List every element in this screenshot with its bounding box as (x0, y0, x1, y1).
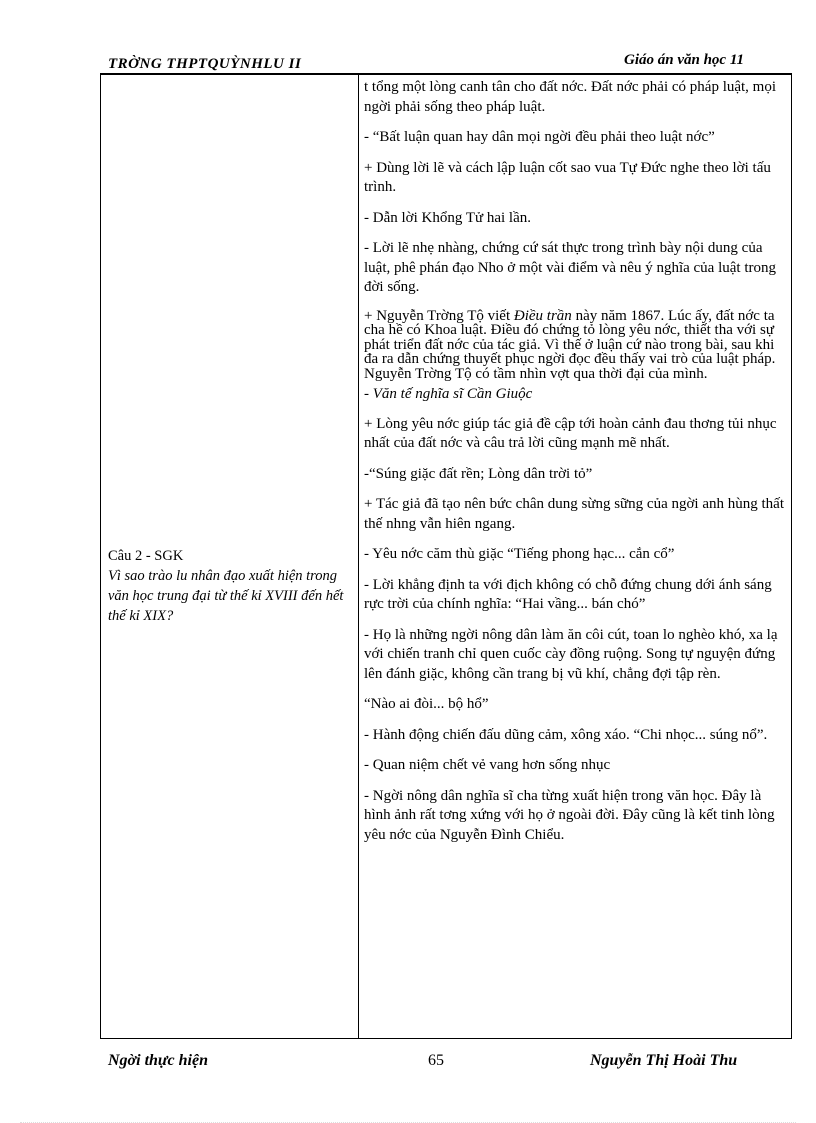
answer-paragraph-2: - “Bất luận quan hay dân mọi ngời đều phải theo luật nớc” (364, 129, 715, 145)
answer-paragraph-9: -“Súng giặc đất rền; Lòng dân trời tỏ” (364, 465, 593, 482)
answer-paragraph-15: - Hành động chiến đấu dũng cảm, xông xáo. “Chi nhọc... súng nổ”. (364, 726, 768, 743)
answer-paragraph-17: - Ngời nông dân nghĩa sĩ cha từng xuất hiện trong văn học. Đây là hình ảnh rất tơng xứng với họ ở ngoài đời. Đây cũng là kết tinh lòng yêu nớc của Nguyễn Đình Chiểu. (364, 787, 775, 843)
answer-paragraph-4: - Dẫn lời Khổng Tử hai lần. (364, 209, 532, 226)
table-column-divider (358, 74, 359, 1039)
answer-cell (364, 78, 784, 856)
question-cell (108, 546, 353, 626)
page-number: 65 (428, 1052, 444, 1069)
answer-subheading-van-te: - Văn tế nghĩa sĩ Cần Giuộc (364, 386, 533, 402)
answer-paragraph-6-post: này năm 1867. Lúc ấy, đất nớc ta cha hề có Khoa luật. Điều đó chứng tỏ lòng yêu nớc, thiết tha với sự phát triển đất nớc của tác giả. Vì thế ở luận cứ nào trong bài, sau khi đa ra dẫn chứng thuyết phục ngời đọc đều thấy vai trò của luật pháp. Nguyễn Trờng Tộ có tầm nhìn vợt qua thời đại của mình. (364, 307, 776, 382)
question-label: Câu 2 - SGK (108, 548, 184, 564)
answer-paragraph-1: t tổng một lòng canh tân cho đất nớc. Đất nớc phải có pháp luật, mọi ngời phải sống theo pháp luật. (364, 79, 777, 115)
work-title-dieu-tran: Điều trần (513, 307, 572, 324)
answer-paragraph-12: - Lời khẳng định ta với địch không có chỗ đứng chung dới ánh sáng rực trời của chính nghĩa: “Hai vầng... bán chó” (364, 576, 772, 612)
answer-paragraph-14: “Nào ai đòi... bộ hổ” (364, 696, 489, 712)
footer-author-name: Nguyễn Thị Hoài Thu (590, 1052, 738, 1069)
answer-paragraph-5: - Lời lẽ nhẹ nhàng, chứng cứ sát thực trong trình bày nội dung của luật, phê phán đạo Nho ở một vài điểm và nêu ý nghĩa của luật trong đời sống. (364, 240, 776, 295)
answer-paragraph-3: + Dùng lời lẽ và cách lập luận cốt sao vua Tự Đức nghe theo lời tấu trình. (364, 159, 771, 195)
answer-paragraph-6-pre: + Nguyễn Trờng Tộ viết (364, 307, 514, 324)
answer-paragraph-6 (364, 309, 784, 382)
header-school-name: TRỜNG THPTQUỲNHLU II (108, 56, 302, 72)
footer-author-label: Ngời thực hiện (108, 1052, 208, 1069)
header-document-title: Giáo án văn học 11 (623, 52, 744, 68)
answer-paragraph-16: - Quan niệm chết vẻ vang hơn sống nhục (364, 757, 611, 773)
answer-paragraph-11: - Yêu nớc căm thù giặc “Tiếng phong hạc... cắn cổ” (364, 546, 675, 562)
question-text: Vì sao trào lu nhân đạo xuất hiện trong văn học trung đại từ thế kỉ XVIII đến hết thế kỉ XIX? (108, 568, 344, 624)
answer-paragraph-13: - Họ là những ngời nông dân làm ăn côi cút, toan lo nghèo khó, xa lạ với chiến tranh chỉ quen cuốc cày đồng ruộng. Song tự nguyện đứng lên đánh giặc, không cần trang bị vũ khí, chẳng đợi tập rèn. (364, 626, 778, 682)
answer-paragraph-8: + Lòng yêu nớc giúp tác giả đề cập tới hoàn cảnh đau thơng tủi nhục nhất của đất nớc và câu trả lời cũng mạnh mẽ nhất. (364, 415, 777, 451)
answer-paragraph-10: + Tác giả đã tạo nên bức chân dung sừng sững của ngời anh hùng thất thế nhng vẫn hiên ngang. (364, 496, 784, 532)
